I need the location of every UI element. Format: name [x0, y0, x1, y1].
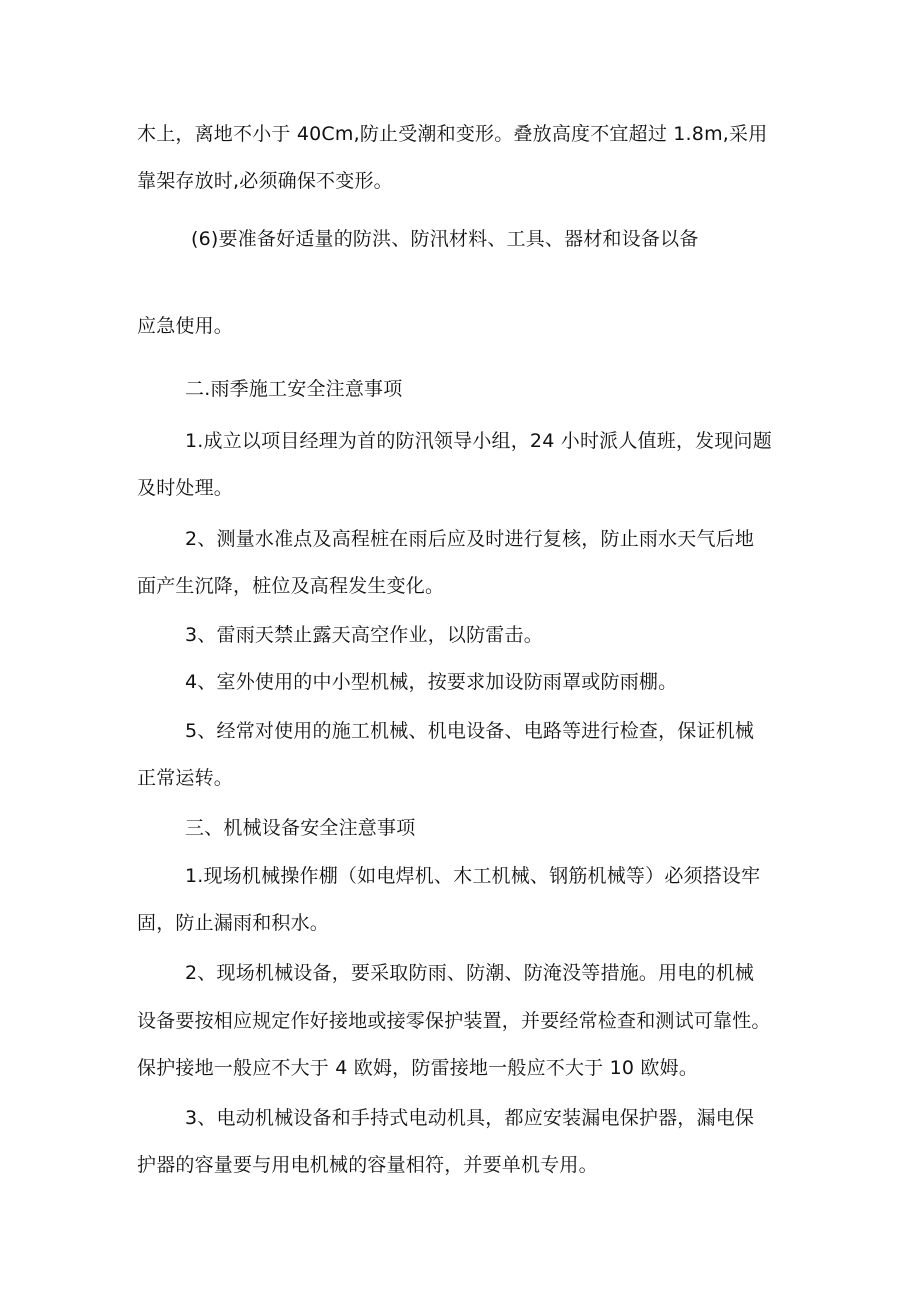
text-line: 5、经常对使用的施工机械、机电设备、电路等进行检查，保证机械	[185, 720, 755, 742]
text-line: 正常运转。	[137, 767, 234, 789]
text-line: 2、现场机械设备，要采取防雨、防潮、防淹没等措施。用电的机械	[185, 962, 755, 984]
section-heading: 二.雨季施工安全注意事项	[185, 378, 403, 400]
text-line: (6)要准备好适量的防洪、防汛材料、工具、器材和设备以备	[191, 228, 699, 250]
text-line: 4、室外使用的中小型机械，按要求加设防雨罩或防雨棚。	[185, 671, 678, 693]
text-line: 3、雷雨天禁止露天高空作业，以防雷击。	[185, 624, 543, 646]
text-line: 木上，离地不小于 40Cm,防止受潮和变形。叠放高度不宜超过 1.8m,采用	[137, 123, 768, 145]
text-line: 靠架存放时,必须确保不变形。	[137, 170, 393, 192]
text-line: 应急使用。	[137, 315, 234, 337]
text-line: 护器的容量要与用电机械的容量相符，并要单机专用。	[137, 1154, 598, 1176]
text-line: 及时处理。	[137, 477, 234, 499]
text-line: 面产生沉降，桩位及高程发生变化。	[137, 575, 445, 597]
text-line: 2、测量水准点及高程桩在雨后应及时进行复核，防止雨水天气后地	[185, 528, 755, 550]
text-line: 保护接地一般应不大于 4 欧姆，防雷接地一般应不大于 10 欧姆。	[137, 1057, 699, 1079]
text-line: 设备要按相应规定作好接地或接零保护装置，并要经常检查和测试可靠性。	[137, 1010, 771, 1032]
section-heading: 三、机械设备安全注意事项	[185, 817, 416, 839]
text-line: 1.现场机械操作棚（如电焊机、木工机械、钢筋机械等）必须搭设牢	[185, 865, 761, 887]
text-line: 3、电动机械设备和手持式电动机具，都应安装漏电保护器，漏电保	[185, 1107, 755, 1129]
text-line: 1.成立以项目经理为首的防汛领导小组，24 小时派人值班，发现问题	[185, 430, 772, 452]
text-line: 固，防止漏雨和积水。	[137, 912, 330, 934]
